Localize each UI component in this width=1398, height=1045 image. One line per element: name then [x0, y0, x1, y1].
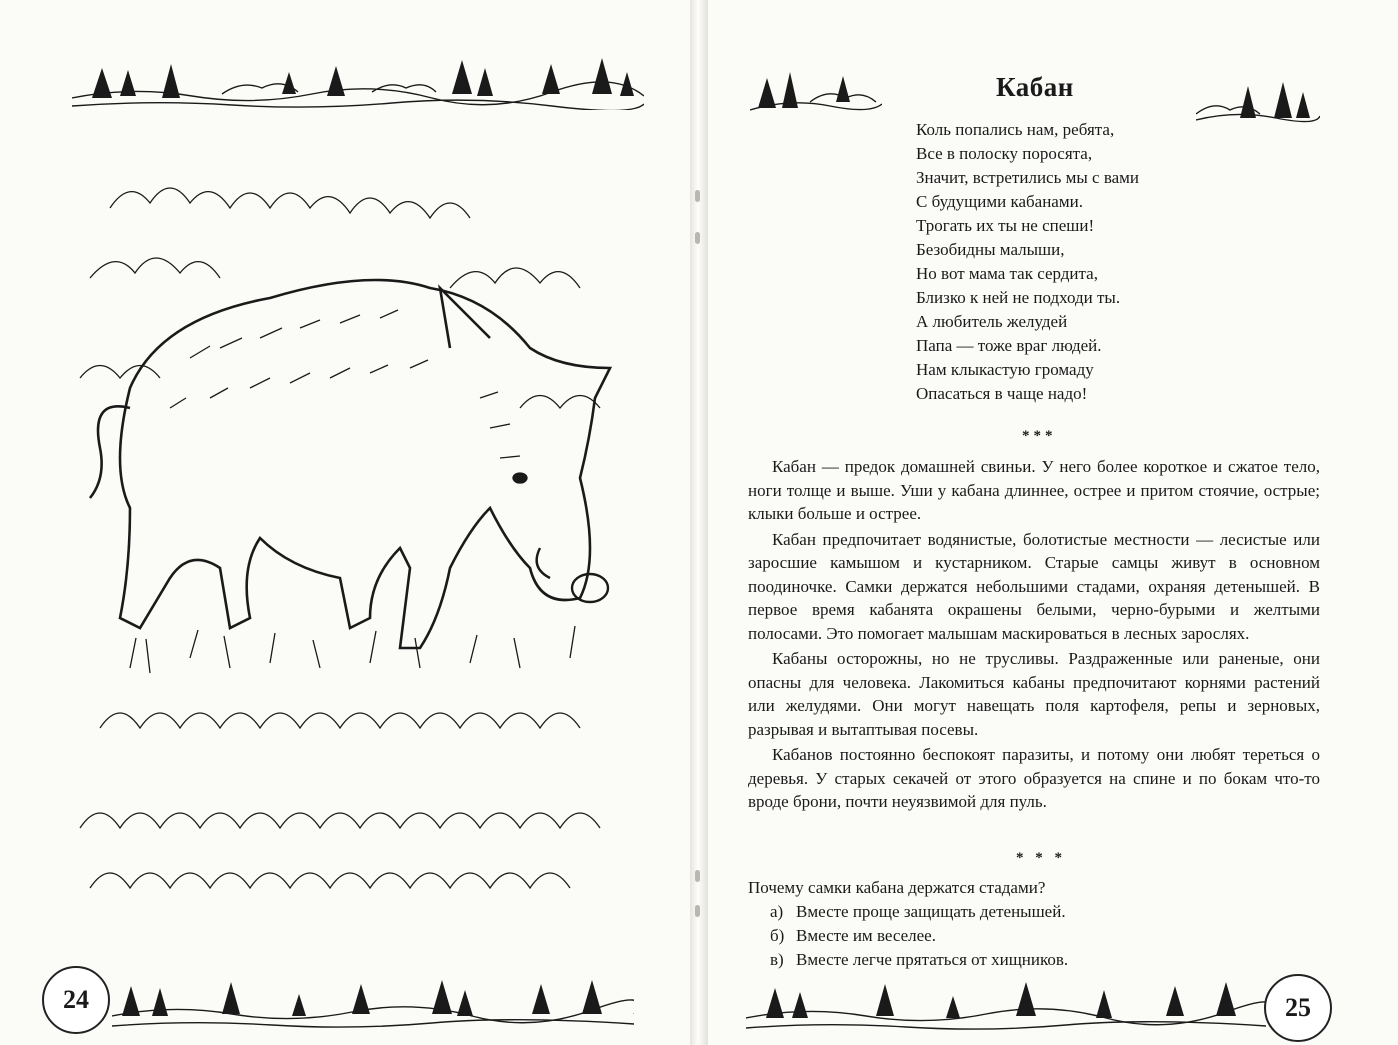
page-number-left: 24 [42, 966, 110, 1034]
staple-mark [695, 190, 700, 202]
staple-mark [695, 870, 700, 882]
poem-line: Опасаться в чаще надо! [916, 384, 1088, 403]
answer-text: Вместе проще защищать детенышей. [796, 902, 1066, 921]
answer-letter: в) [770, 950, 784, 969]
poem-line: Нам клыкастую громаду [916, 360, 1094, 379]
answer-text: Вместе легче прятаться от хищников. [796, 950, 1069, 969]
poem-line: Папа — тоже враг людей. [916, 336, 1102, 355]
paragraph: Кабан — предок домашней свиньи. У него более короткое и сжатое тело, ноги толще и выше. Уши у кабана длиннее, острее и притом стоячие, острые; клыки больше и острее. [748, 457, 1320, 523]
bottom-forest-border-left [112, 968, 634, 1030]
left-page [0, 0, 690, 1045]
poem-line: Но вот мама так сердита, [916, 264, 1098, 283]
poem-line: Значит, встретились мы с вами [916, 168, 1140, 187]
quiz-question: Почему самки кабана держатся стадами? [748, 878, 1046, 897]
poem-line: Все в полоску поросята, [916, 144, 1093, 163]
bottom-forest-border-right [746, 972, 1266, 1032]
poem-line: Безобидны малыши, [916, 240, 1065, 259]
page-title: Кабан [996, 72, 1074, 102]
article-body [748, 455, 1320, 816]
poem-line: С будущими кабанами. [916, 192, 1083, 211]
answer-letter: а) [770, 902, 784, 921]
boar-illustration [70, 148, 638, 918]
poem-line: А любитель желудей [916, 312, 1068, 331]
poem [916, 118, 1139, 406]
title-forest-right [1196, 74, 1320, 132]
title-forest-left [750, 62, 882, 120]
quiz-answers [770, 900, 1068, 972]
top-forest-border [72, 48, 644, 110]
section-divider: *** [1022, 428, 1057, 444]
staple-mark [695, 232, 700, 244]
answer-text: Вместе им веселее. [796, 926, 936, 945]
quiz-answer [770, 924, 1068, 948]
poem-line: Коль попались нам, ребята, [916, 120, 1115, 139]
poem-line: Трогать их ты не спеши! [916, 216, 1095, 235]
section-divider: * * * [1016, 850, 1066, 866]
staple-mark [695, 905, 700, 917]
paragraph: Кабаны осторожны, но не трусливы. Раздраженные или раненые, они опасны для человека. Лакомиться кабаны предпочитают корнями растений или желудями. Они могут навещать поля картофеля, репы и зерновых, разрывая и вытаптывая посевы. [748, 649, 1320, 739]
paragraph: Кабан предпочитает водянистые, болотистые местности — лесистые или заросшие камышом и кустарником. Старые самцы живут в основном поодиночке. Самки держатся небольшими стадами, охраняя детенышей. В первое время кабанята окрашены белыми, черно-бурыми и желтыми полосами. Это помогает малышам маскироваться в лесных зарослях. [748, 529, 1320, 643]
page-number-right: 25 [1264, 974, 1332, 1042]
quiz-answer [770, 948, 1068, 972]
poem-line: Близко к ней не подходи ты. [916, 288, 1121, 307]
book-gutter [690, 0, 708, 1045]
paragraph: Кабанов постоянно беспокоят паразиты, и потому они любят тереться о деревья. У старых секачей от этого образуется на спине и по бокам что-то вроде брони, почти неуязвимой для пуль. [748, 745, 1320, 811]
quiz-answer [770, 900, 1068, 924]
answer-letter: б) [770, 926, 785, 945]
